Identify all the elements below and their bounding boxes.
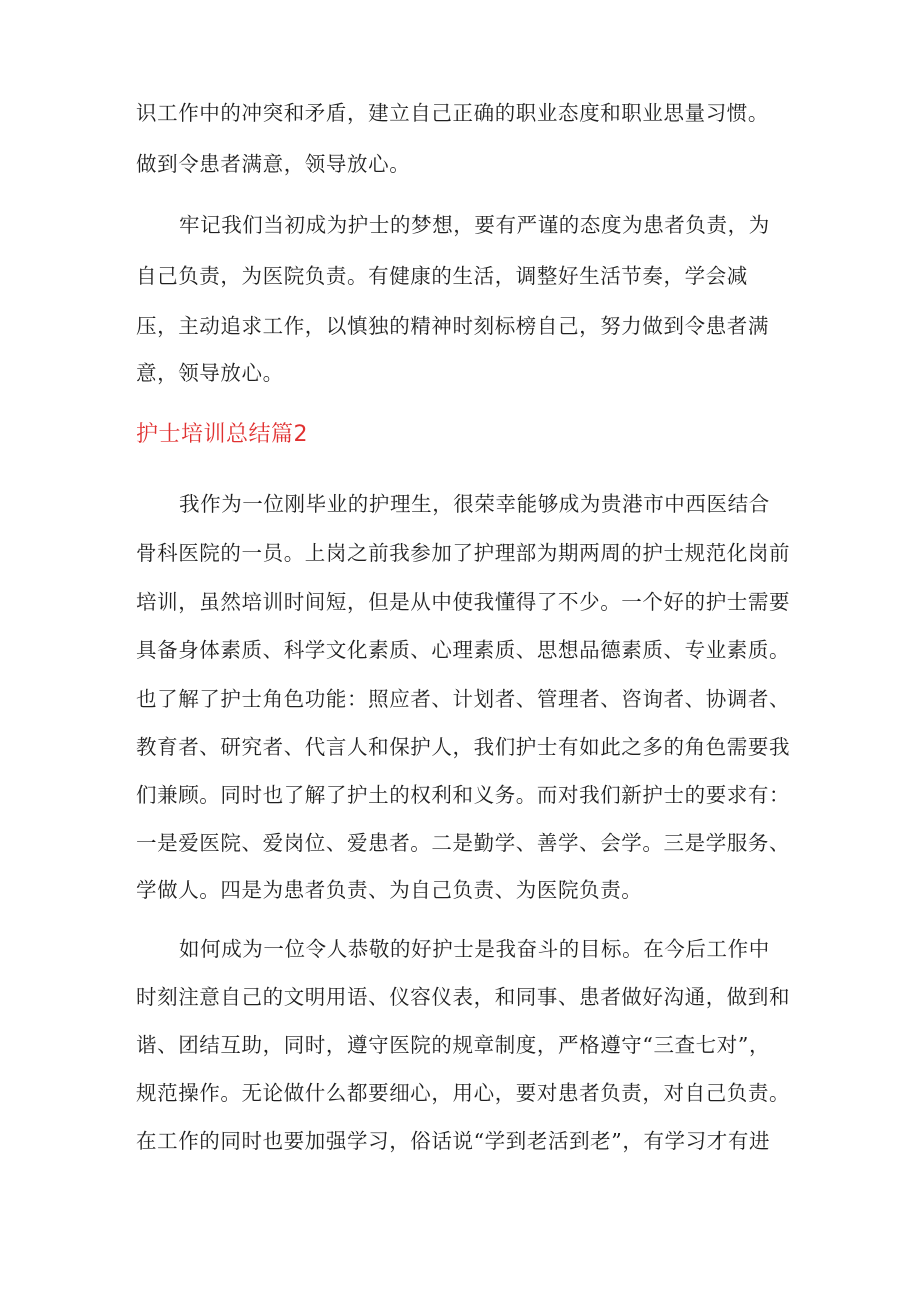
paragraph-line: 一是爱医院、爱岗位、爱患者。二是勤学、善学、会学。三是学服务、 — [136, 831, 791, 855]
paragraph-line: 做到令患者满意，领导放心。 — [136, 152, 411, 176]
paragraph-line: 牢记我们当初成为护士的梦想，要有严谨的态度为患者负责，为 — [179, 213, 770, 237]
paragraph-line: 们兼顾。同时也了解了护土的权利和义务。而对我们新护士的要求有： — [136, 783, 791, 807]
paragraph-line: 我作为一位刚毕业的护理生，很荣幸能够成为贵港市中西医结合 — [179, 492, 770, 516]
paragraph-line: 骨科医院的一员。上岗之前我参加了护理部为期两周的护士规范化岗前 — [136, 541, 791, 565]
paragraph-line: 培训，虽然培训时间短，但是从中使我懂得了不少。一个好的护士需要 — [136, 590, 791, 614]
paragraph-line: 教育者、研究者、代言人和保护人，我们护士有如此之多的角色需要我 — [136, 735, 791, 759]
paragraph-line: 意，领导放心。 — [136, 361, 284, 385]
paragraph-line: 识工作中的冲突和矛盾，建立自己正确的职业态度和职业思量习惯。 — [136, 101, 769, 125]
paragraph-line: 也了解了护士角色功能：照应者、计划者、管理者、咨询者、协调者、 — [136, 687, 791, 711]
paragraph-line: 自己负责，为医院负责。有健康的生活，调整好生活节奏，学会减 — [136, 264, 748, 288]
section-heading: 护士培训总结篇2 — [136, 422, 308, 447]
paragraph-line: 压，主动追求工作，以慎独的精神时刻标榜自己，努力做到令患者满 — [136, 314, 769, 338]
paragraph-line: 如何成为一位令人恭敬的好护士是我奋斗的目标。在今后工作中 — [179, 937, 770, 961]
paragraph-line: 学做人。四是为患者负责、为自己负责、为医院负责。 — [136, 878, 643, 902]
paragraph-line: 在工作的同时也要加强学习，俗话说“学到老活到老”，有学习才有进 — [136, 1129, 771, 1153]
paragraph-line: 规范操作。无论做什么都要细心，用心，要对患者负责，对自己负责。 — [136, 1081, 791, 1105]
paragraph-line: 具备身体素质、科学文化素质、心理素质、思想品德素质、专业素质。 — [136, 638, 791, 662]
paragraph-line: 时刻注意自己的文明用语、仪容仪表，和同事、患者做好沟通，做到和 — [136, 985, 791, 1009]
paragraph-line: 谐、团结互助，同时，遵守医院的规章制度，严格遵守“三查七对”， — [136, 1033, 771, 1057]
